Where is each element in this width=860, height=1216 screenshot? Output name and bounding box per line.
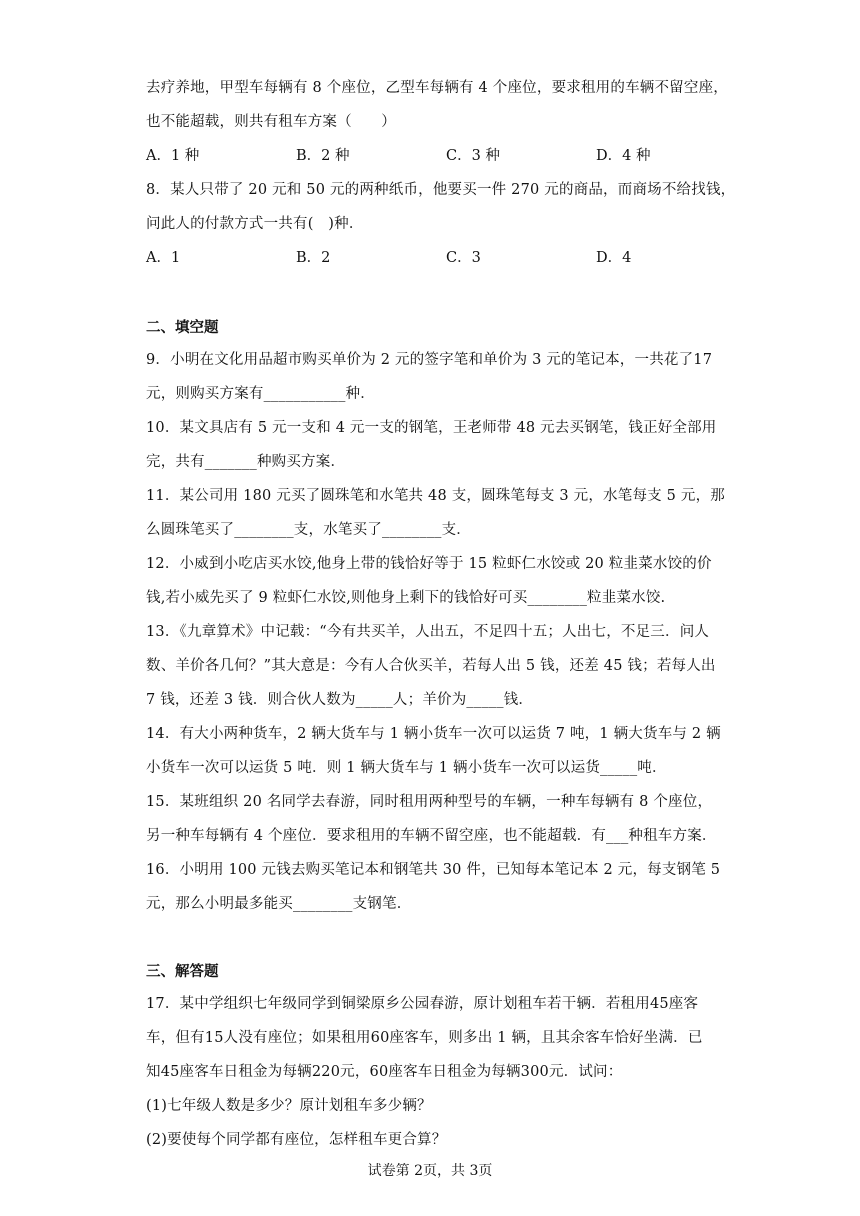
fill-line: 钱,若小威先买了 9 粒虾仁水饺,则他身上剩下的钱恰好可买________粒韭菜水饺.	[146, 590, 666, 606]
q8-option-b: B．2	[296, 250, 331, 266]
section-heading-answer: 三、解答题	[146, 964, 219, 980]
answer-line: 车，但有15人没有座位；如果租用60座客车，则多出 1 辆，且其余客车恰好坐满．已	[146, 1030, 703, 1046]
fill-line: 14．有大小两种货车，2 辆大货车与 1 辆小货车一次可以运货 7 吨，1 辆大货车与 2 辆	[146, 726, 721, 742]
q7-option-d: D．4 种	[596, 148, 651, 164]
fill-line: 7 钱，还差 3 钱．则合伙人数为_____人；羊价为_____钱．	[146, 692, 534, 708]
q8-option-c: C．3	[446, 250, 481, 266]
q8-line-1: 8．某人只带了 20 元和 50 元的两种纸币，他要买一件 270 元的商品，而商场不给找钱，	[146, 182, 736, 198]
section-heading-fill: 二、填空题	[146, 320, 219, 336]
q7-line-2: 也不能超载，则共有租车方案（ ）	[146, 114, 396, 130]
answer-line: (2)要使每个同学都有座位，怎样租车更合算？	[146, 1132, 447, 1148]
q8-option-a: A．1	[146, 250, 181, 266]
fill-line: 小货车一次可以运货 5 吨．则 1 辆大货车与 1 辆小货车一次可以运货_____吨．	[146, 760, 667, 776]
fill-line: 15．某班组织 20 名同学去春游，同时租用两种型号的车辆，一种车每辆有 8 个座位，	[146, 794, 713, 810]
q8-line-2: 问此人的付款方式一共有( )种．	[146, 216, 364, 232]
fill-line: 数、羊价各几何？”其大意是：今有人合伙买羊，若每人出 5 钱，还差 45 钱；若每人出	[146, 658, 716, 674]
fill-line: 完，共有_______种购买方案．	[146, 454, 346, 470]
answer-line: 知45座客车日租金为每辆220元，60座客车日租金为每辆300元．试问：	[146, 1064, 623, 1080]
answer-line: 17．某中学组织七年级同学到铜梁原乡公园春游，原计划租车若干辆．若租用45座客	[146, 996, 699, 1012]
q7-option-c: C．3 种	[446, 148, 500, 164]
fill-line: 元，那么小明最多能买________支钢笔．	[146, 896, 412, 912]
fill-line: 另一种车每辆有 4 个座位．要求租用的车辆不留空座，也不能超载．有___种租车方案．	[146, 828, 717, 844]
fill-line: 13．《九章算术》中记载：“今有共买羊，人出五，不足四十五；人出七，不足三．问人	[146, 624, 710, 640]
q7-line-1: 去疗养地，甲型车每辆有 8 个座位，乙型车每辆有 4 个座位，要求租用的车辆不留空座，	[146, 80, 728, 96]
fill-line: 元，则购买方案有___________种．	[146, 386, 375, 402]
q8-option-d: D．4	[596, 250, 632, 266]
fill-line: 9．小明在文化用品超市购买单价为 2 元的签字笔和单价为 3 元的笔记本，一共花了17	[146, 352, 713, 368]
fill-line: 12．小威到小吃店买水饺,他身上带的钱恰好等于 15 粒虾仁水饺或 20 粒韭菜水饺的价	[146, 556, 712, 572]
page-footer: 试卷第 2页，共 3页	[367, 1163, 493, 1179]
q7-option-b: B．2 种	[296, 148, 350, 164]
fill-line: 么圆珠笔买了________支，水笔买了________支．	[146, 522, 471, 538]
q7-option-a: A．1 种	[146, 148, 200, 164]
fill-line: 11．某公司用 180 元买了圆珠笔和水笔共 48 支，圆珠笔每支 3 元，水笔每支 5 元，那	[146, 488, 725, 504]
answer-line: (1)七年级人数是多少？原计划租车多少辆？	[146, 1098, 432, 1114]
fill-line: 16．小明用 100 元钱去购买笔记本和钢笔共 30 件，已知每本笔记本 2 元，每支钢笔 5	[146, 862, 721, 878]
fill-line: 10．某文具店有 5 元一支和 4 元一支的钢笔，王老师带 48 元去买钢笔，钱正好全部用	[146, 420, 717, 436]
